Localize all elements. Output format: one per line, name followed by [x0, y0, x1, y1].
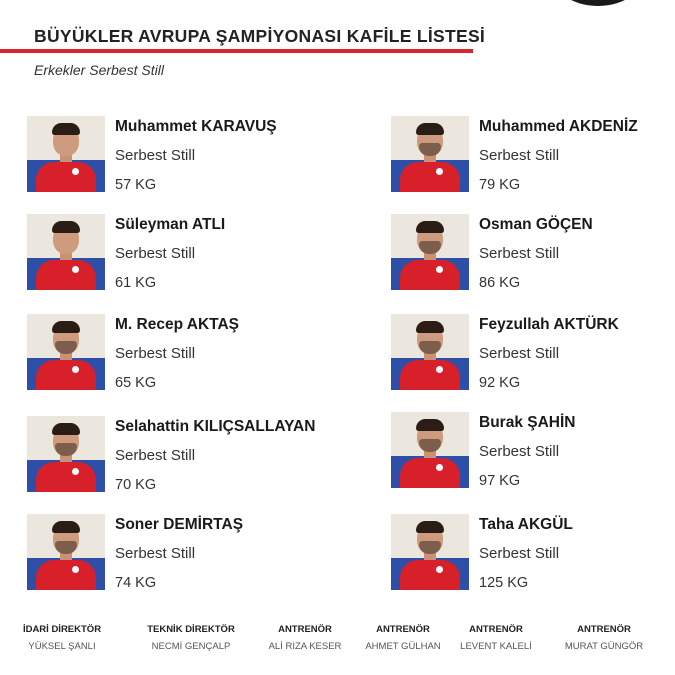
staff-member: [549, 624, 659, 652]
athlete-card: [391, 214, 675, 298]
athlete-photo: [391, 514, 469, 590]
athlete-weight: 92 KG: [479, 375, 521, 391]
athlete-name: Muhammet KARAVUŞ: [115, 118, 277, 135]
staff-name: LEVENT KALELİ: [460, 641, 532, 652]
athlete-name: Soner DEMİRTAŞ: [115, 516, 244, 533]
staff-role: ANTRENÖR: [469, 624, 523, 635]
athlete-weight: 70 KG: [115, 477, 157, 493]
athlete-weight: 97 KG: [479, 473, 521, 489]
athlete-photo: [391, 412, 469, 488]
athlete-card: [391, 514, 675, 598]
athlete-name: Taha AKGÜL: [479, 516, 573, 533]
staff-member: [441, 624, 551, 652]
athlete-weight: 125 KG: [479, 575, 529, 591]
athlete-name: Süleyman ATLI: [115, 216, 226, 233]
athlete-card: [27, 314, 327, 398]
athlete-card: [391, 412, 675, 496]
athlete-style: Serbest Still: [115, 447, 196, 464]
athlete-card: [391, 116, 675, 200]
athlete-style: Serbest Still: [479, 545, 560, 562]
page-subtitle: Erkekler Serbest Still: [34, 62, 164, 78]
athlete-photo: [27, 314, 105, 390]
staff-role: İDARİ DİREKTÖR: [22, 624, 102, 635]
athlete-style: Serbest Still: [479, 345, 560, 362]
athlete-weight: 79 KG: [479, 177, 521, 193]
athlete-photo: [27, 514, 105, 590]
athlete-card: [27, 514, 327, 598]
athlete-style: Serbest Still: [479, 245, 560, 262]
athlete-weight: 74 KG: [115, 575, 157, 591]
staff-member: [7, 624, 117, 652]
athlete-style: Serbest Still: [115, 245, 196, 262]
staff-member: [136, 624, 246, 652]
athlete-weight: 65 KG: [115, 375, 157, 391]
staff-role: ANTRENÖR: [278, 624, 332, 635]
athlete-card: [391, 314, 675, 398]
athlete-card: [27, 214, 327, 298]
athlete-name: Muhammed AKDENİZ: [479, 118, 638, 135]
staff-name: ALİ RIZA KESER: [268, 641, 342, 652]
staff-role: TEKNİK DİREKTÖR: [147, 624, 235, 635]
page-title: BÜYÜKLER AVRUPA ŞAMPİYONASI KAFİLE LİSTESİ: [34, 26, 486, 46]
athlete-photo: [391, 214, 469, 290]
logo-arc: [548, 0, 648, 6]
athlete-photo: [27, 214, 105, 290]
title-underline: [0, 49, 473, 53]
athlete-style: Serbest Still: [115, 147, 196, 164]
athlete-weight: 86 KG: [479, 275, 521, 291]
staff-role: ANTRENÖR: [577, 624, 631, 635]
staff-name: MURAT GÜNGÖR: [564, 641, 644, 652]
athlete-name: Osman GÖÇEN: [479, 216, 593, 233]
staff-role: ANTRENÖR: [376, 624, 430, 635]
athlete-card: [27, 116, 327, 200]
athlete-photo: [391, 116, 469, 192]
athlete-photo: [27, 416, 105, 492]
athlete-name: Feyzullah AKTÜRK: [479, 316, 619, 333]
athlete-style: Serbest Still: [479, 147, 560, 164]
athlete-style: Serbest Still: [115, 545, 196, 562]
athlete-name: Burak ŞAHİN: [479, 414, 576, 431]
athlete-weight: 61 KG: [115, 275, 157, 291]
athlete-style: Serbest Still: [479, 443, 560, 460]
staff-name: YÜKSEL ŞANLI: [28, 641, 96, 652]
staff-name: NECMİ GENÇALP: [151, 641, 231, 652]
athlete-photo: [27, 116, 105, 192]
staff-member: [250, 624, 360, 652]
athlete-weight: 57 KG: [115, 177, 157, 193]
athlete-photo: [391, 314, 469, 390]
athlete-card: [27, 416, 327, 500]
staff-name: AHMET GÜLHAN: [365, 641, 441, 652]
athlete-name: Selahattin KILIÇSALLAYAN: [115, 418, 316, 435]
athlete-style: Serbest Still: [115, 345, 196, 362]
athlete-name: M. Recep AKTAŞ: [115, 316, 240, 333]
